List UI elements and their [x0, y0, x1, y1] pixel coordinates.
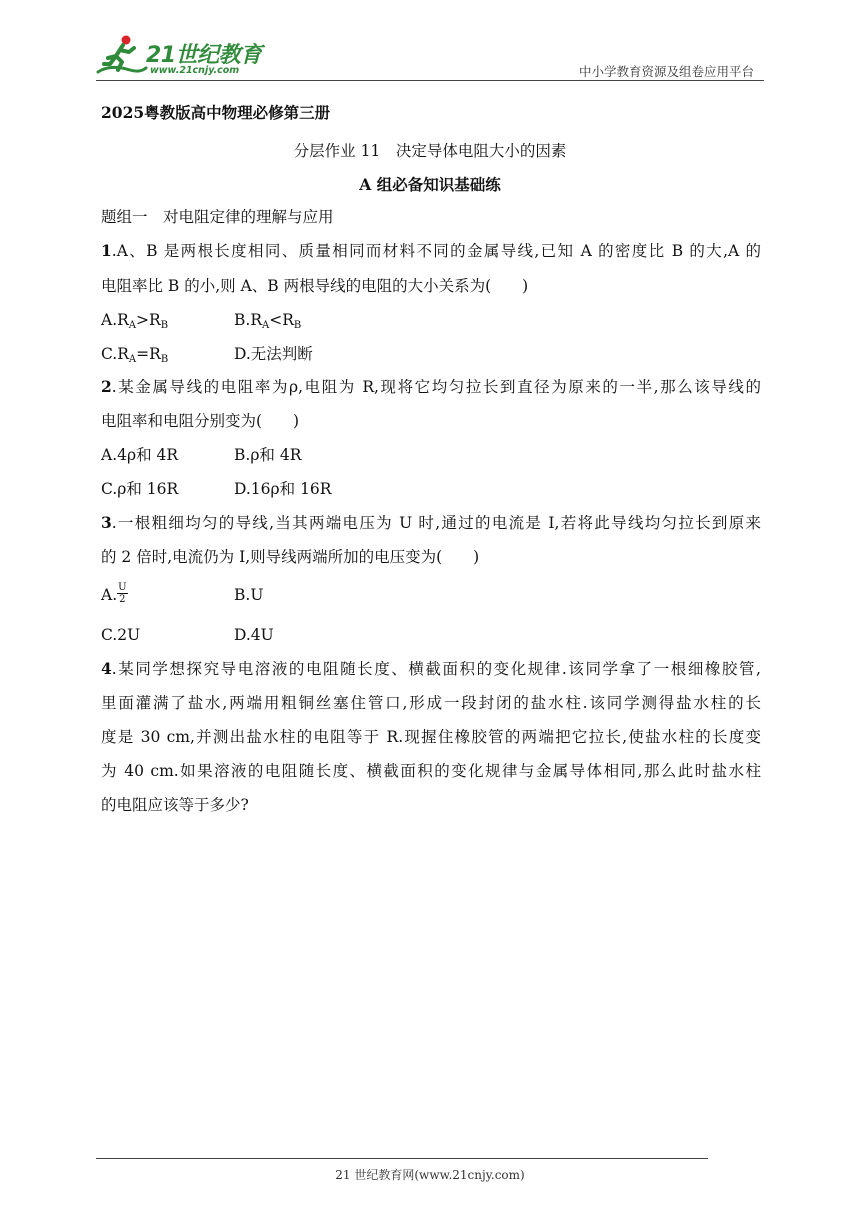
q1-option-b[interactable]: $B.R_A<R_B$	[234, 311, 302, 331]
q2-option-a[interactable]: A.4ρ和 4R	[101, 446, 179, 464]
question-4-line-3: 度是 30 cm,并测出盐水柱的电阻等于 R.现握住橡胶管的两端把它拉长,使盐水柱的长度变	[101, 728, 761, 746]
logo-url: www.21cnjy.com	[150, 65, 240, 76]
logo-text: 21世纪教育	[146, 43, 262, 68]
section-title: 题组一 对电阻定律的理解与应用	[101, 208, 334, 226]
header-divider	[96, 80, 764, 81]
question-3-line-2: 的 2 倍时,电流仍为 I,则导线两端所加的电压变为( )	[101, 548, 480, 566]
footer-divider	[96, 1158, 708, 1159]
question-4-line-5: 的电阻应该等于多少?	[101, 796, 249, 814]
q2-option-b[interactable]: B.ρ和 4R	[234, 446, 302, 464]
question-text: .某金属导线的电阻率为ρ,电阻为 R,现将它均匀拉长到直径为原来的一半,那么该导线的	[111, 378, 761, 396]
question-number: 1	[101, 241, 112, 260]
question-1-line-2: 电阻率比 B 的小,则 A、B 两根导线的电阻的大小关系为( )	[101, 277, 529, 295]
q3-option-a[interactable]: A. $\frac{U}{2}$	[101, 581, 127, 605]
q1-option-c[interactable]: $C.R_A=R_B$	[101, 345, 169, 365]
q2-option-d[interactable]: D.16ρ和 16R	[234, 480, 332, 498]
q1-option-a[interactable]: $A.R_A>R_B$	[101, 311, 169, 331]
question-text: .一根粗细均匀的导线,当其两端电压为 U 时,通过的电流是 I,若将此导线均匀拉长到原来	[111, 514, 761, 532]
question-4-line-2: 里面灌满了盐水,两端用粗铜丝塞住管口,形成一段封闭的盐水柱.该同学测得盐水柱的长	[101, 694, 761, 712]
site-logo[interactable]	[96, 34, 266, 80]
group-title: A 组必备知识基础练	[359, 175, 501, 194]
question-number: 2	[101, 377, 112, 396]
question-3-line-1	[101, 513, 761, 533]
header-tagline: 中小学教育资源及组卷应用平台	[578, 64, 754, 79]
q3-option-b[interactable]: B.U	[234, 586, 264, 604]
q3-option-c[interactable]: C.2U	[101, 626, 141, 644]
assignment-title: 分层作业 11 决定导体电阻大小的因素	[293, 142, 567, 160]
question-4-line-4: 为 40 cm.如果溶液的电阻随长度、横截面积的变化规律与金属导体相同,那么此时盐水柱	[101, 762, 761, 780]
question-text: .某同学想探究导电溶液的电阻随长度、横截面积的变化规律.该同学拿了一根细橡胶管,	[111, 660, 761, 678]
question-2-line-2: 电阻率和电阻分别变为( )	[101, 412, 300, 430]
question-text: .A、B 是两根长度相同、质量相同而材料不同的金属导线,已知 A 的密度比 B 的大,A 的	[111, 242, 761, 260]
page-footer[interactable]: 21 世纪教育网(www.21cnjy.com)	[335, 1168, 525, 1182]
question-number: 4	[101, 659, 112, 678]
question-number: 3	[101, 513, 112, 532]
question-4-line-1	[101, 659, 761, 679]
fraction-u-over-2: $\frac{U}{2}$	[118, 581, 127, 605]
book-title: 2025粤教版高中物理必修第三册	[101, 103, 331, 122]
q1-option-d[interactable]: D.无法判断	[234, 345, 313, 363]
q2-option-c[interactable]: C.ρ和 16R	[101, 480, 179, 498]
page-header	[96, 34, 764, 82]
question-1-line-1	[101, 241, 761, 261]
q3-option-d[interactable]: D.4U	[234, 626, 274, 644]
running-figure-icon	[96, 34, 148, 80]
question-2-line-1	[101, 377, 761, 397]
